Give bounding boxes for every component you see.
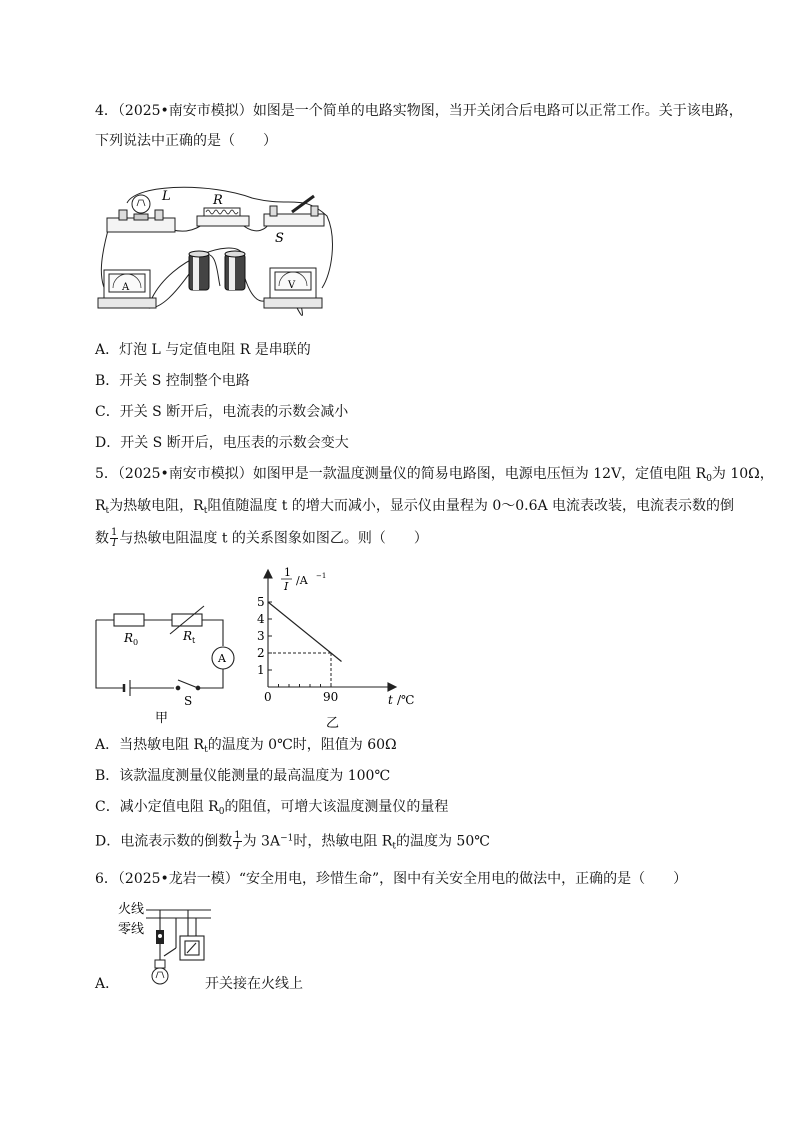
q5-xlabel: t [388,693,393,707]
q5-xunit: /℃ [397,693,415,707]
q5-frac-den: I [112,538,117,549]
q5-text-1a: 如图甲是一款温度测量仪的简易电路图，电源电压恒为 12V，定值电阻 R [252,466,707,482]
q4-lamp-label: L [162,189,171,204]
q4-stem-line2: 下列说法中正确的是（ ） [95,133,277,149]
x-tick-label-90: 90 [323,690,339,704]
q5-source: （2025•南安市模拟） [117,466,253,482]
q6-number: 6． [95,871,118,887]
q5-circuit-diagram [90,602,240,727]
q4-stem-text1: 如图是一个简单的电路实物图，当开关闭合后电路可以正常工作。关于该电路， [252,103,743,119]
q5-ylabel-sup: −1 [316,572,327,580]
q5-opt-d-text4: 的温度为 50℃ [395,833,490,850]
q5-text-2b: 为热敏电阻，R [109,498,204,514]
q5-opt-d-sup: −1 [280,833,294,844]
q5-frac-num: 1 [111,527,118,538]
q5-option-d[interactable] [95,831,490,852]
q6-neutral-label: 零线 [118,922,145,937]
q5-text-1b: 为 10Ω， [711,466,774,482]
y-tick-label-5: 5 [257,595,265,609]
y-tick-label-3: 3 [257,629,265,643]
q6-opt-a-letter: A． [95,976,120,992]
q5-option-c[interactable] [95,797,448,817]
q5-text-2a: R [95,498,106,514]
q5-number: 5． [95,466,118,482]
q5-opt-a-text1: A．当热敏电阻 R [95,737,205,753]
q5-graph [248,562,433,734]
q5-sub-rt2: t [203,506,208,516]
q5-opt-d-text2: 为 3A [242,833,281,850]
q5-fraction [110,528,118,549]
q5-rt-sub: t [192,636,196,645]
q4-option-d[interactable]: D．开关 S 断开后，电压表的示数会变大 [95,435,349,451]
q6-live-label: 火线 [118,902,145,917]
q5-opt-d-num: 1 [234,830,241,841]
q5-sub-rt1: t [105,506,110,516]
q4-option-c[interactable]: C．开关 S 断开后，电流表的示数会减小 [95,404,349,420]
y-tick-label-4: 4 [257,612,265,626]
q5-caption-jia: 甲 [155,711,169,726]
q5-opt-a-sub: t [204,745,208,755]
y-axis-arrow [264,570,272,578]
q5-ylabel-num: 1 [284,566,291,579]
q6-opt-a-text: 开关接在火线上 [205,976,303,992]
q5-stem-line1 [95,464,774,484]
q5-ylabel-den: I [284,580,289,593]
q6-stem [95,869,687,889]
q5-caption-yi: 乙 [326,716,340,731]
q5-opt-d-den: I [235,841,240,852]
q4-source: （2025•南安市模拟） [117,103,253,119]
q5-option-b[interactable]: B．该款温度测量仪能测量的最高温度为 100℃ [95,768,391,784]
q5-origin-label: 0 [264,690,272,704]
q6-stem-text: “安全用电，珍惜生命”，图中有关安全用电的做法中，正确的是（ ） [238,871,688,887]
q4-ammeter-label: A [122,282,130,293]
y-tick-label-1: 1 [257,663,265,677]
q5-opt-d-text3: 时，热敏电阻 R [293,833,393,850]
q5-rt-label: R [183,629,193,643]
q4-switch-label: S [275,231,284,246]
q6-option-a[interactable] [95,974,303,994]
q5-option-a[interactable] [95,735,397,755]
q4-option-a[interactable]: A．灯泡 L 与定值电阻 R 是串联的 [95,342,311,358]
q4-resistor-label: R [213,193,223,208]
q5-text-3b: 与热敏电阻温度 t 的关系图象如图乙。则（ ） [119,530,428,547]
q5-opt-d-text1: D．电流表示数的倒数 [95,833,233,850]
q5-stem-line2 [95,496,734,516]
q4-stem-line1 [95,101,743,121]
q5-opt-a-text2: 的温度为 0℃时，阻值为 60Ω [207,737,397,753]
q6-source: （2025•龙岩一模） [117,871,239,887]
y-tick-label-2: 2 [257,646,265,660]
q5-sub-r0: 0 [706,474,712,484]
x-axis-arrow [388,683,396,691]
q5-opt-c-text2: 的阻值，可增大该温度测量仪的量程 [224,799,449,815]
q5-stem-line3 [95,528,428,549]
q5-ammeter-label: A [218,652,226,665]
q5-r0-label: R [124,631,134,645]
q5-switch-label: S [184,694,193,708]
q4-circuit-figure [92,178,342,328]
q5-opt-d-frac [233,831,241,852]
q5-ylabel-unit: /A [296,574,308,587]
q5-opt-c-sub: 0 [218,807,225,817]
q5-opt-c-text1: C．减小定值电阻 R [95,799,219,815]
q5-r0-sub: 0 [133,638,139,647]
q5-text-3a: 数 [95,530,109,547]
q5-opt-d-sub: t [392,841,396,852]
q4-number: 4． [95,103,118,119]
q4-option-b[interactable]: B．开关 S 控制整个电路 [95,373,250,389]
q4-voltmeter-label: V [288,280,296,291]
q5-text-2c: 阻值随温度 t 的增大而减小，显示仪由量程为 0～0.6A 电流表改装，电流表示数的倒 [207,498,735,514]
